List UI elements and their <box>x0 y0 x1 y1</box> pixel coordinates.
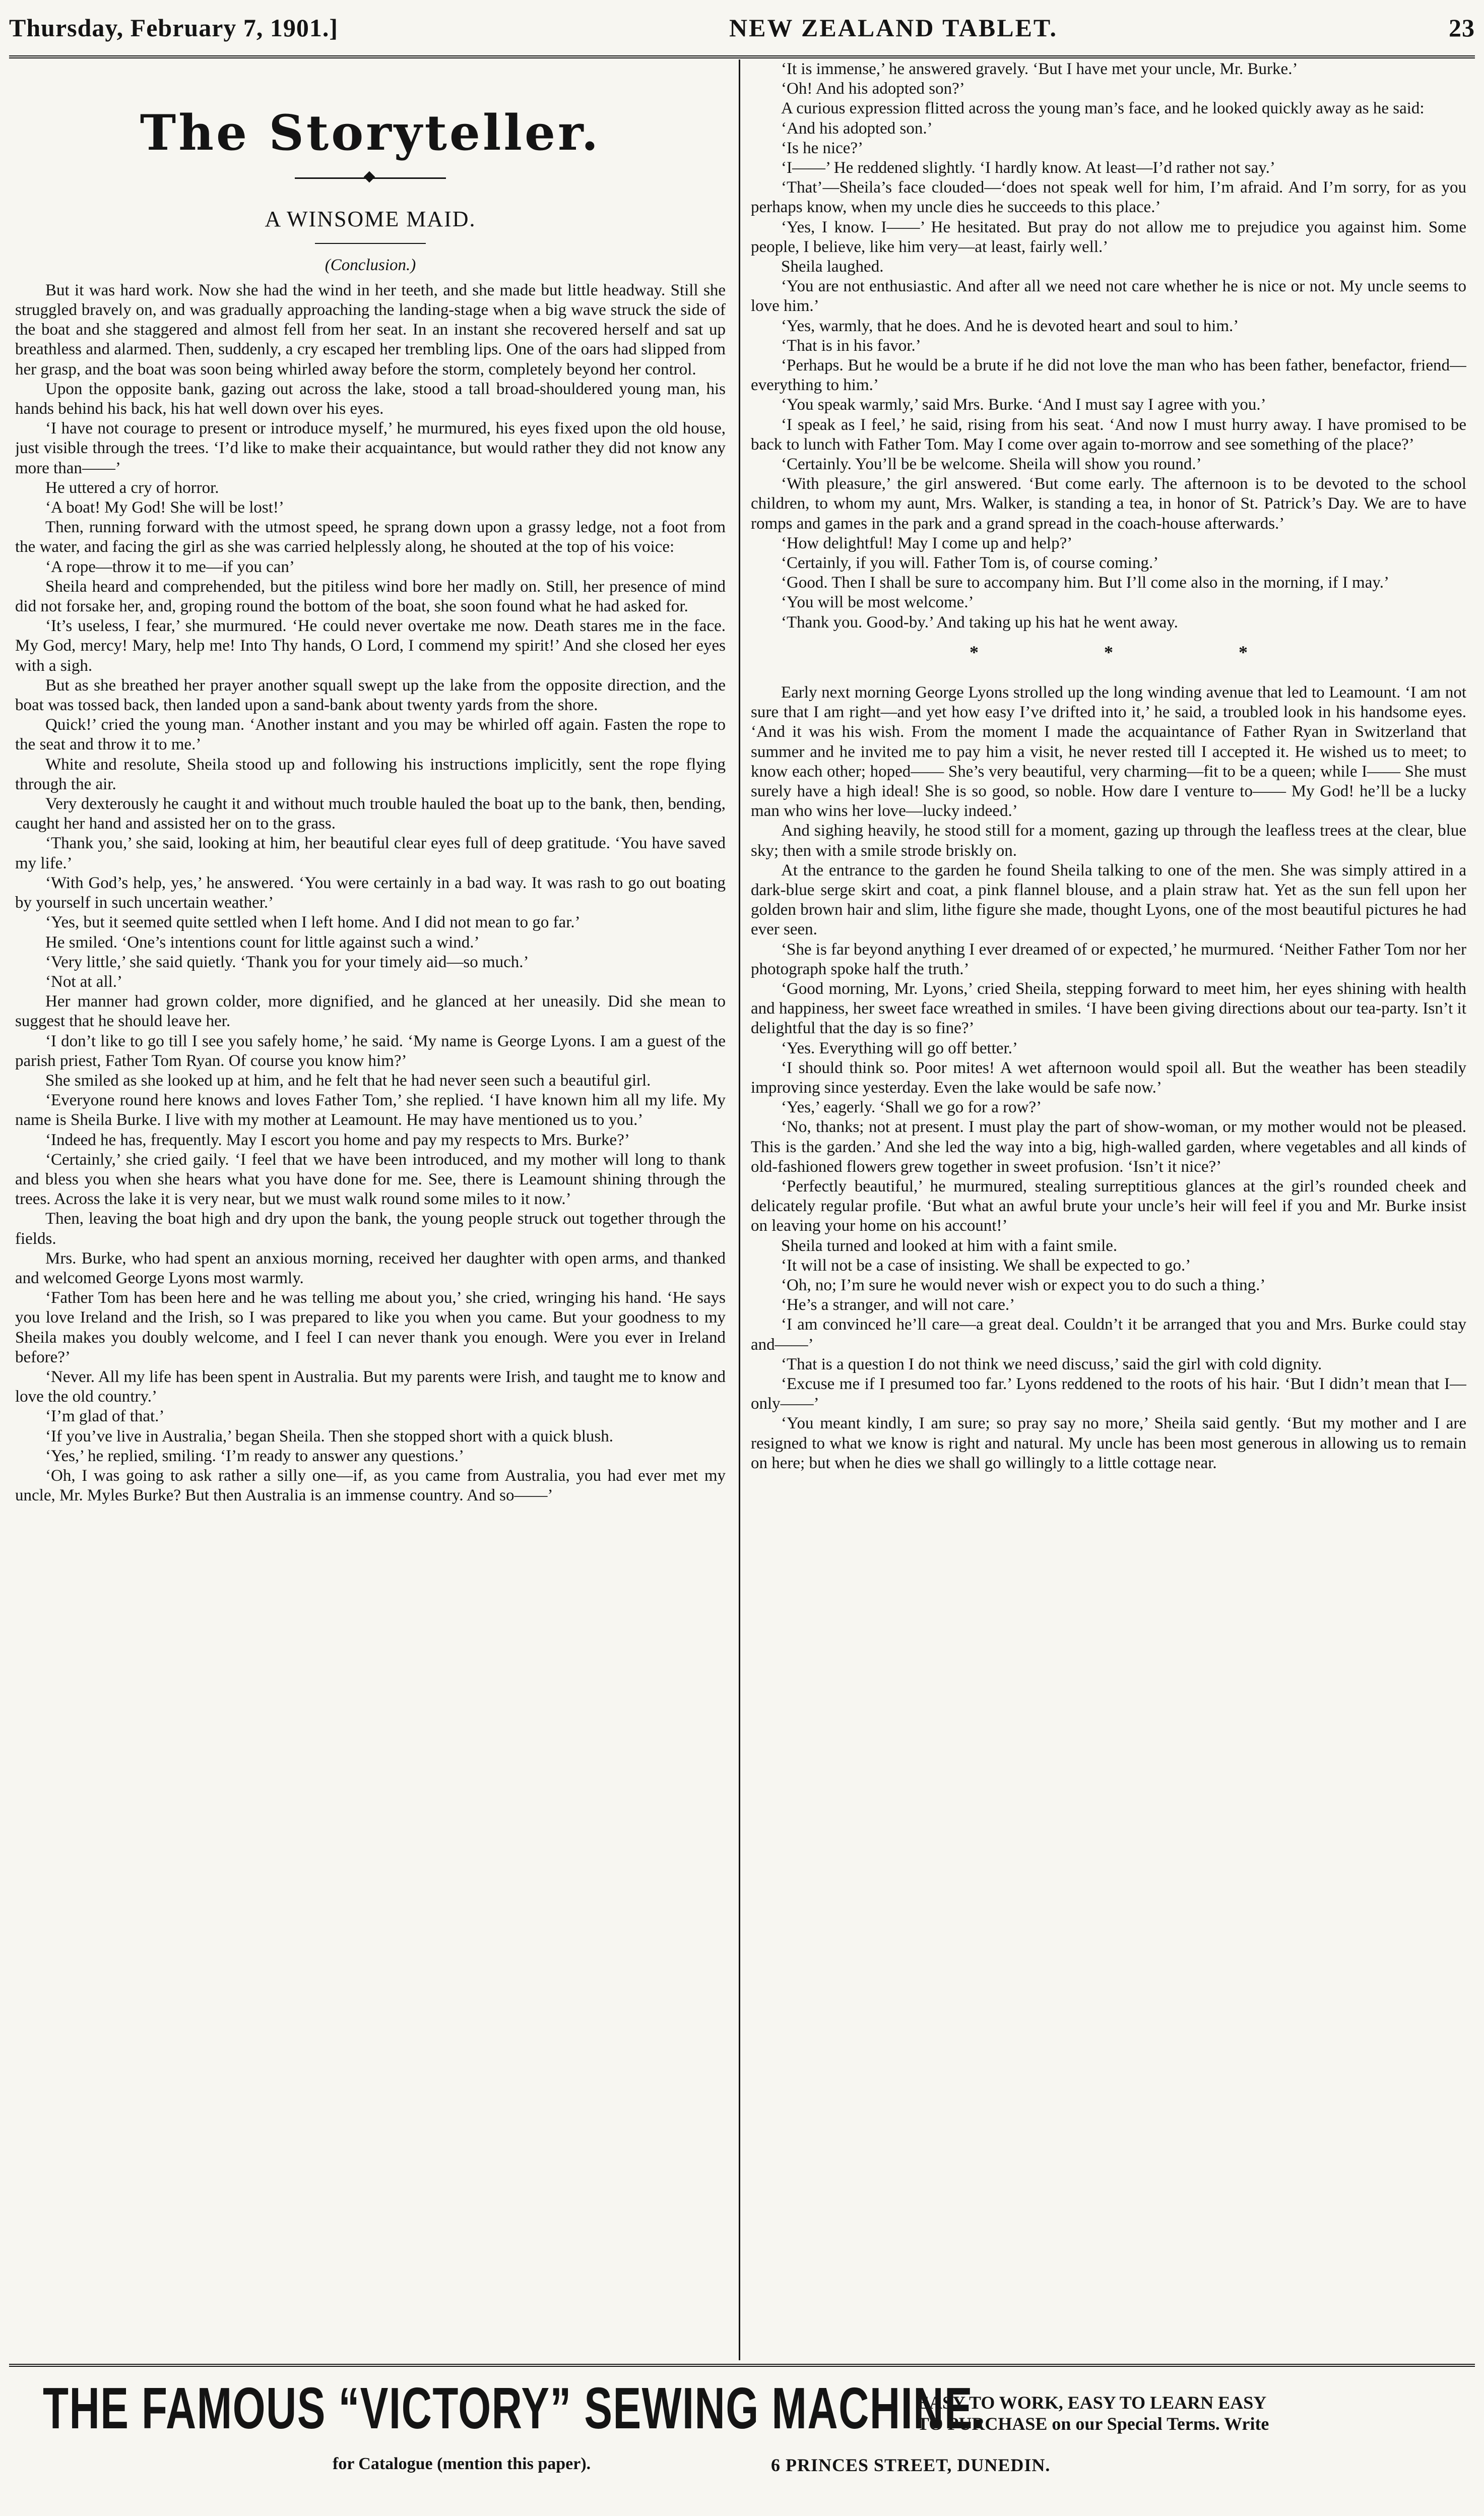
story-paragraph: And sighing heavily, he stood still for a moment, gazing up through the leafless trees at the clear, blue sky; then with a smile strode briskly on. <box>751 822 1466 860</box>
story-paragraph: ‘Good. Then I shall be sure to accompany him. But I’ll come also in the morning, if I may.’ <box>781 574 1389 592</box>
story-paragraph: ‘I speak as I feel,’ he said, rising from his seat. ‘And now I must hurry away. I have promised to be back to lunch with Father Tom. May I come over again to-morrow and see something of the place?’ <box>751 415 1466 454</box>
page-number: 23 <box>1448 14 1475 42</box>
story-paragraph: ‘Yes, but it seemed quite settled when I left home. And I did not mean to go far.’ <box>45 913 580 932</box>
story-paragraph: He smiled. ‘One’s intentions count for little against such a wind.’ <box>45 933 480 952</box>
title-rule <box>315 243 426 244</box>
story-paragraph: ‘Never. All my life has been spent in Australia. But my parents were Irish, and taught me to know and love the old country.’ <box>15 1367 726 1406</box>
story-paragraph: ‘It’s useless, I fear,’ she murmured. ‘He could never overtake me now. Death stares me in the face. My God, mercy! Mary, help me! Into Thy hands, O Lord, I commend my spirit!’ And she closed her eyes with a sigh. <box>15 617 726 675</box>
advert-terms <box>917 2392 1269 2434</box>
story-paragraph: ‘I should think so. Poor mites! A wet afternoon would spoil all. But the weather has been steadily improving since yesterday. Even the lake would be safe now.’ <box>751 1058 1466 1097</box>
story-paragraph: ‘If you’ve live in Australia,’ began Sheila. Then she stopped short with a quick blush. <box>45 1427 613 1445</box>
story-paragraph: ‘Is he nice?’ <box>781 139 864 157</box>
story-paragraph: But it was hard work. Now she had the wind in her teeth, and she made but little headway. Still she struggled bravely on, and was gradually approaching the landing-stage when a big wave struck the side of the boat and she staggered and almost fell from her seat. In an instant she recovered herself and sat up breathless and alarmed. Then, suddenly, a cry escaped her trembling lips. One of the oars had slipped from her grasp, and the boat was soon being whirled away before the storm, completely beyond her control. <box>15 281 726 379</box>
story-paragraph: ‘You speak warmly,’ said Mrs. Burke. ‘And I must say I agree with you.’ <box>781 396 1266 414</box>
story-paragraph: ‘I——’ He reddened slightly. ‘I hardly know. At least—I’d rather not say.’ <box>781 159 1275 177</box>
left-column <box>15 59 726 2358</box>
section-title: The Storyteller. <box>140 104 601 161</box>
story-paragraph: ‘Good morning, Mr. Lyons,’ cried Sheila, stepping forward to meet him, her eyes shining with health and happiness, her sweet face wreathed in smiles. ‘I have been giving directions about our tea-party. Isn’t it delightful that the day is so fine?’ <box>751 979 1466 1038</box>
story-paragraph: ‘You meant kindly, I am sure; so pray say no more,’ Sheila said gently. ‘But my mother and I are resigned to what we know is right and natural. My uncle has been most generous in allowing us to remain on here; but when he dies we shall go willingly to a little cottage near. <box>751 1414 1466 1472</box>
story-paragraph: ‘Thank you. Good-by.’ And taking up his hat he went away. <box>781 613 1178 632</box>
story-paragraph: ‘Yes,’ eagerly. ‘Shall we go for a row?’ <box>781 1098 1042 1117</box>
advert-catalogue: for Catalogue (mention this paper). <box>333 2455 591 2473</box>
right-story-body-part-1 <box>751 59 1466 633</box>
advert-headline: THE FAMOUS “VICTORY” SEWING MACHINE. <box>43 2375 986 2441</box>
story-paragraph: ‘No, thanks; not at present. I must play the part of show-woman, or my mother would not be pleased. This is the garden.’ And she led the way into a big, high-walled garden, where vegetables and all kinds of old-fashioned flowers grew together in sweet profusion. ‘Isn’t it nice?’ <box>751 1118 1466 1176</box>
story-paragraph: ‘Yes,’ he replied, smiling. ‘I’m ready to answer any questions.’ <box>45 1446 464 1465</box>
story-paragraph: ‘How delightful! May I come up and help?’ <box>781 534 1073 552</box>
story-paragraph: ‘It will not be a case of insisting. We shall be expected to go.’ <box>781 1256 1191 1275</box>
masthead-rule <box>9 55 1475 58</box>
story-paragraph: ‘Yes. Everything will go off better.’ <box>781 1039 1018 1057</box>
story-paragraph: ‘Thank you,’ she said, looking at him, her beautiful clear eyes full of deep gratitude. ‘You have saved my life.’ <box>15 834 726 872</box>
story-title: A WINSOME MAID. <box>265 206 476 231</box>
story-paragraph: ‘That is in his favor.’ <box>781 336 921 355</box>
story-paragraph: Very dexterously he caught it and without much trouble hauled the boat up to the bank, then, bending, caught her hand and assisted her on to the grass. <box>15 795 726 833</box>
story-paragraph: ‘Father Tom has been here and he was telling me about you,’ she cried, wringing his hand. ‘He says you love Ireland and the Irish, so I was prepared to like you when you came. But your goodness to my Sheila makes you doubly welcome, and I feel I can never thank you enough. Were you ever in Ireland before?’ <box>15 1289 726 1366</box>
story-paragraph: ‘With God’s help, yes,’ he answered. ‘You were certainly in a bad way. It was rash to go out boating by yourself in such uncertain weather.’ <box>15 873 726 912</box>
story-paragraph: ‘It is immense,’ he answered gravely. ‘But I have met your uncle, Mr. Burke.’ <box>781 60 1298 78</box>
story-paragraph: ‘With pleasure,’ the girl answered. ‘But come early. The afternoon is to be devoted to the school children, to whom my aunt, Mrs. Walker, is standing a tea, in honor of St. Patrick’s Day. We are to have romps and games in the park and a grand spread in the coach-house afterwards.’ <box>751 475 1466 533</box>
story-paragraph: Mrs. Burke, who had spent an anxious morning, received her daughter with open arms, and thanked and welcomed George Lyons most warmly. <box>15 1249 726 1287</box>
advert-rule <box>9 2364 1475 2367</box>
column-divider <box>739 59 740 2360</box>
story-paragraph: ‘She is far beyond anything I ever dreamed of or expected,’ he murmured. ‘Neither Father Tom nor her photograph spoke half the truth.’ <box>751 940 1466 978</box>
masthead <box>9 0 1475 55</box>
story-paragraph: Upon the opposite bank, gazing out across the lake, stood a tall broad-shouldered young man, his hands behind his back, his hat well down over his eyes. <box>15 380 726 418</box>
story-paragraph: ‘He’s a stranger, and will not care.’ <box>781 1296 1015 1314</box>
story-paragraph: ‘Perhaps. But he would be a brute if he did not love the man who has been father, benefactor, friend—everything to him.’ <box>751 356 1466 395</box>
story-paragraph: Sheila heard and comprehended, but the pitiless wind bore her madly on. Still, her presence of mind did not forsake her, and, groping round the bottom of the boat, she soon found what he had asked for. <box>15 577 726 616</box>
story-paragraph: He uttered a cry of horror. <box>45 478 219 497</box>
story-paragraph: ‘Certainly. You’ll be be welcome. Sheila will show you round.’ <box>781 455 1202 474</box>
paper-name: NEW ZEALAND TABLET. <box>729 14 1058 42</box>
story-paragraph: ‘I am convinced he’ll care—a great deal. Couldn’t it be arranged that you and Mrs. Burke could stay and——’ <box>751 1315 1466 1354</box>
story-paragraph: ‘Certainly, if you will. Father Tom is, of course coming.’ <box>781 554 1159 573</box>
diamond-ornament-icon <box>364 171 375 182</box>
issue-date: Thursday, February 7, 1901.] <box>9 14 339 42</box>
story-paragraph: ‘Oh, no; I’m sure he would never wish or expect you to do such a thing.’ <box>781 1276 1266 1294</box>
story-paragraph: Her manner had grown colder, more dignified, and he glanced at her uneasily. Did she mean to suggest that he should leave her. <box>15 992 726 1031</box>
story-paragraph: ‘And his adopted son.’ <box>781 119 933 138</box>
story-paragraph: ‘Yes, I know. I——’ He hesitated. But pray do not allow me to prejudice you against him. Some people, I believe, like him very—at least, fairly well.’ <box>751 218 1466 256</box>
story-paragraph: ‘I don’t like to go till I see you safely home,’ he said. ‘My name is George Lyons. I am a guest of the parish priest, Father Tom Ryan. Of course you know him?’ <box>15 1032 726 1070</box>
story-paragraph: ‘Everyone round here knows and loves Father Tom,’ she replied. ‘I have known him all my life. My name is Sheila Burke. I live with my mother at Leamount. He may have mentioned us to you.’ <box>15 1091 726 1129</box>
story-paragraph: She smiled as she looked up at him, and he felt that he had never seen such a beautiful girl. <box>45 1071 651 1090</box>
story-paragraph: Then, leaving the boat high and dry upon the bank, the young people struck out together through the fields. <box>15 1210 726 1248</box>
advert-terms-line-1: EASY TO WORK, EASY TO LEARN EASY <box>917 2393 1267 2413</box>
story-paragraph: ‘You will be most welcome.’ <box>781 593 974 612</box>
story-paragraph: ‘Oh, I was going to ask rather a silly one—if, as you came from Australia, you had ever met my uncle, Mr. Myles Burke? But then Australia is an immense country. And so——’ <box>15 1466 726 1505</box>
story-paragraph: ‘I have not courage to present or introduce myself,’ he murmured, his eyes fixed upon the old house, just visible through the trees. ‘I’d like to make their acquaintance, but would rather they did not know any more than——’ <box>15 419 726 477</box>
story-paragraph: At the entrance to the garden he found Sheila talking to one of the men. She was simply attired in a dark-blue serge skirt and coat, a pink flannel blouse, and a plain straw hat. Yet as the sun fell upon her golden brown hair and slim, lithe figure she made, thought Lyons, one of the most beautiful pictures he had ever seen. <box>751 861 1466 939</box>
ornament-divider <box>295 172 446 184</box>
story-paragraph: Early next morning George Lyons strolled up the long winding avenue that led to Leamount. ‘I am not sure that I am right—and yet how easy I’ve drifted into it,’ he said, a troubled look in his handsome eyes. ‘And it was his wish. From the moment I made the acquaintance of Father Ryan in Switzerland that summer and he invited me to pay him a visit, he never rested till I accepted it. He wished us to meet; to know each other; hoped—— She’s very beautiful, very charming—fit to be a queen; while I—— She must surely have a high ideal! She is so good, so noble. How dare I venture to—— My God! he’ll be a lucky man who wins her love—lucky indeed.’ <box>751 683 1466 821</box>
advert-address: 6 PRINCES STREET, DUNEDIN. <box>771 2455 1051 2475</box>
story-paragraph: ‘Not at all.’ <box>45 972 123 991</box>
right-story-body-part-2 <box>751 683 1466 1473</box>
advert-terms-line-2: TO PURCHASE on our Special Terms. Write <box>917 2414 1269 2434</box>
story-paragraph: ‘Certainly,’ she cried gaily. ‘I feel that we have been introduced, and my mother will long to thank and bless you when she hears what you have done for me. See, there is Leamount shining through the trees. Across the lake it is very near, but we must walk round some miles to it now.’ <box>15 1150 726 1209</box>
story-paragraph: ‘Perfectly beautiful,’ he murmured, stealing surreptitious glances at the girl’s rounded cheek and delicately regular profile. ‘But what an awful brute your uncle’s heir will feel if you and Mr. Burke insist on leaving your home on his account!’ <box>751 1177 1466 1235</box>
left-story-body <box>15 281 726 1506</box>
story-paragraph: Sheila laughed. <box>781 258 884 276</box>
story-status: (Conclusion.) <box>325 256 416 274</box>
story-paragraph: Sheila turned and looked at him with a faint smile. <box>781 1236 1118 1255</box>
story-paragraph: ‘A rope—throw it to me—if you can’ <box>45 557 295 576</box>
story-paragraph: ‘Very little,’ she said quietly. ‘Thank you for your timely aid—so much.’ <box>45 953 529 971</box>
story-paragraph: White and resolute, Sheila stood up and following his instructions implicitly, sent the rope flying through the air. <box>15 755 726 793</box>
story-paragraph: Then, running forward with the utmost speed, he sprang down upon a grassy ledge, not a foot from the water, and facing the girl as she was carried helplessly along, he shouted at the top of his voice: <box>15 518 726 556</box>
story-paragraph: A curious expression flitted across the young man’s face, and he looked quickly away as he said: <box>781 99 1425 118</box>
sewing-machine-advert <box>20 2375 1464 2495</box>
story-paragraph: ‘That’—Sheila’s face clouded—‘does not speak well for him, I’m afraid. And I’m sorry, for as you perhaps know, when my uncle dies he succeeds to this place.’ <box>751 178 1466 217</box>
story-paragraph: But as she breathed her prayer another squall swept up the lake from the opposite direction, and the boat was tossed back, then landed upon a sand-bank about twenty yards from the shore. <box>15 676 726 715</box>
story-paragraph: ‘Indeed he has, frequently. May I escort you home and pay my respects to Mrs. Burke?’ <box>45 1130 630 1149</box>
story-paragraph: ‘A boat! My God! She will be lost!’ <box>45 498 284 517</box>
story-paragraph: ‘I’m glad of that.’ <box>45 1407 165 1426</box>
story-paragraph: ‘You are not enthusiastic. And after all we need not care whether he is nice or not. My uncle seems to love him.’ <box>751 277 1466 316</box>
story-paragraph: ‘Excuse me if I presumed too far.’ Lyons reddened to the roots of his hair. ‘But I didn’t mean that I—only——’ <box>751 1375 1466 1413</box>
story-paragraph: ‘Oh! And his adopted son?’ <box>781 80 965 98</box>
scene-separator: * * * <box>970 642 1308 662</box>
story-paragraph: ‘That is a question I do not think we need discuss,’ said the girl with cold dignity. <box>781 1355 1322 1373</box>
story-paragraph: ‘Yes, warmly, that he does. And he is devoted heart and soul to him.’ <box>781 317 1239 335</box>
right-column <box>751 59 1466 2358</box>
story-paragraph: Quick!’ cried the young man. ‘Another instant and you may be whirled off again. Fasten the rope to the seat and throw it to me.’ <box>15 716 726 754</box>
